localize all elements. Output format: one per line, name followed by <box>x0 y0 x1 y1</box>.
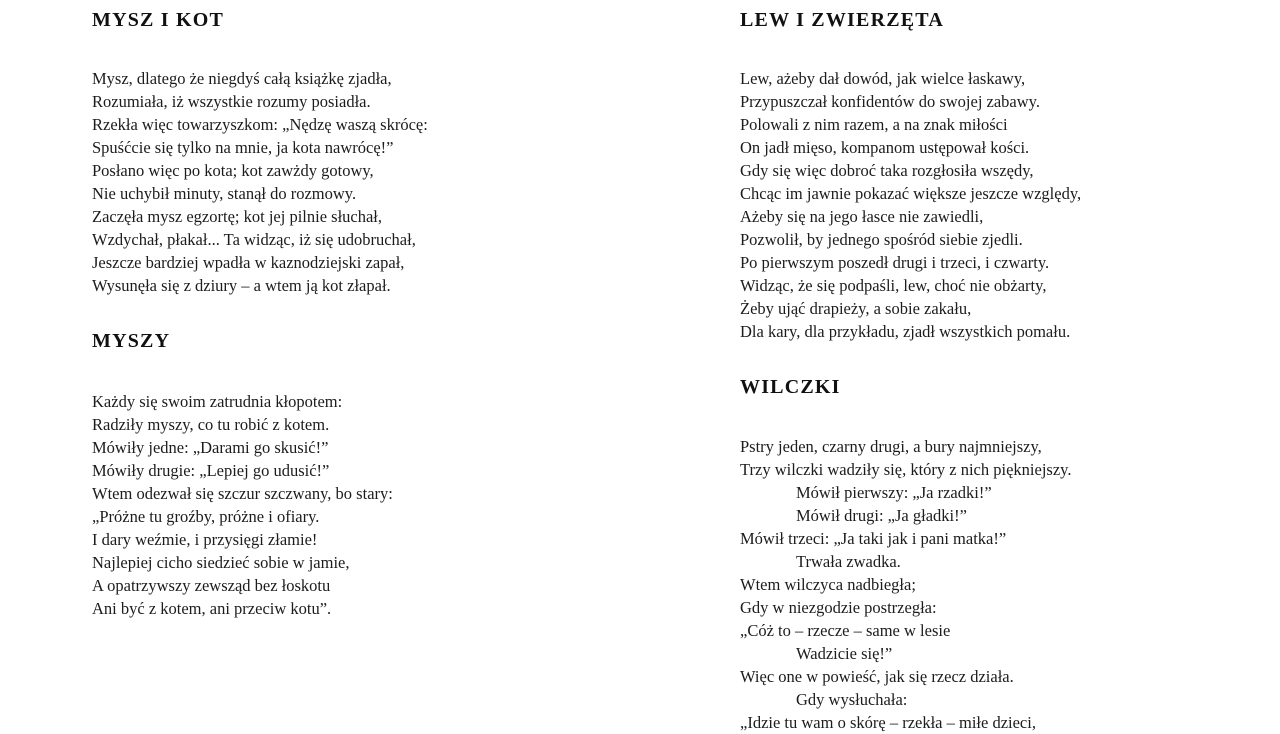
poem-line: Mówił drugi: „Ja gładki!” <box>796 506 967 525</box>
poem-line: Gdy wysłuchała: <box>796 690 908 709</box>
poem-line: Rzekła więc towarzyszkom: „Nędzę waszą skrócę: <box>92 115 428 134</box>
poem-mysz-i-kot <box>92 8 652 297</box>
poem-stanza <box>92 390 652 620</box>
poem-line: Każdy się swoim zatrudnia kłopotem: <box>92 392 343 411</box>
poem-line: Lew, ażeby dał dowód, jak wielce łaskawy, <box>740 69 1026 88</box>
poem-line: Gdy się więc dobroć taka rozgłosiła wszędy, <box>740 161 1034 180</box>
poem-line: On jadł mięso, kompanom ustępował kości. <box>740 138 1030 157</box>
poem-line: Wadzicie się!” <box>796 644 893 663</box>
poem-line: Rozumiała, iż wszystkie rozumy posiadła. <box>92 92 371 111</box>
poem-line: Mówiły drugie: „Lepiej go udusić!” <box>92 461 330 480</box>
poem-line: Chcąc im jawnie pokazać większe jeszcze względy, <box>740 184 1082 203</box>
poem-line: Spuśćcie się tylko na mnie, ja kota nawrócę!” <box>92 138 394 157</box>
poem-line: I dary weźmie, i przysięgi złamie! <box>92 530 318 549</box>
poem-line: „Cóż to – rzecze – same w lesie <box>740 621 951 640</box>
poem-line: Zaczęła mysz egzortę; kot jej pilnie słuchał, <box>92 207 383 226</box>
poem-line: Radziły myszy, co tu robić z kotem. <box>92 415 330 434</box>
poem-line: Mysz, dlatego że niegdyś całą książkę zjadła, <box>92 69 392 88</box>
poem-line: Ani być z kotem, ani przeciw kotu”. <box>92 599 332 618</box>
poem-line: Przypuszczał konfidentów do swojej zabawy. <box>740 92 1040 111</box>
poem-line: Jeszcze bardziej wpadła w kaznodziejski zapał, <box>92 253 405 272</box>
poem-title: LEW I ZWIERZĘTA <box>740 9 944 31</box>
poem-line: Żeby ująć drapieży, a sobie zakału, <box>740 299 972 318</box>
poem-line: Pstry jeden, czarny drugi, a bury najmniejszy, <box>740 437 1042 456</box>
poem-line: Najlepiej cicho siedzieć sobie w jamie, <box>92 553 350 572</box>
poem-line: Trwała zwadka. <box>796 552 901 571</box>
poem-line: „Idzie tu wam o skórę – rzekła – miłe dzieci, <box>740 713 1036 732</box>
poem-lew-i-zwierzeta <box>740 8 1260 343</box>
poem-line: Dla kary, dla przykładu, zjadł wszystkich pomału. <box>740 322 1071 341</box>
poem-line: Polowali z nim razem, a na znak miłości <box>740 115 1008 134</box>
poem-line: Wzdychał, płakał... Ta widząc, iż się udobruchał, <box>92 230 416 249</box>
poem-line: Wysunęła się z dziury – a wtem ją kot złapał. <box>92 276 391 295</box>
poem-line: Wtem odezwał się szczur szczwany, bo stary: <box>92 484 393 503</box>
poem-title: MYSZ I KOT <box>92 9 225 31</box>
poem-stanza <box>740 67 1260 343</box>
poem-line: Posłano więc po kota; kot zawżdy gotowy, <box>92 161 374 180</box>
poem-line: Widząc, że się podpaśli, lew, choć nie obżarty, <box>740 276 1047 295</box>
poem-title: MYSZY <box>92 330 171 352</box>
poem-stanza <box>740 435 1260 734</box>
poem-line: Mówił pierwszy: „Ja rzadki!” <box>796 483 992 502</box>
poem-line: Gdy w niezgodzie postrzegła: <box>740 598 937 617</box>
poem-line: Po pierwszym poszedł drugi i trzeci, i czwarty. <box>740 253 1050 272</box>
poem-line: „Próżne tu groźby, próżne i ofiary. <box>92 507 320 526</box>
poem-line: A opatrzywszy zewsząd bez łoskotu <box>92 576 331 595</box>
poem-line: Trzy wilczki wadziły się, który z nich piękniejszy. <box>740 460 1072 479</box>
poem-wilczki <box>740 375 1260 734</box>
poem-line: Ażeby się na jego łasce nie zawiedli, <box>740 207 984 226</box>
poem-title: WILCZKI <box>740 376 841 398</box>
poem-myszy <box>92 329 652 620</box>
poem-line: Nie uchybił minuty, stanął do rozmowy. <box>92 184 357 203</box>
poem-line: Wtem wilczyca nadbiegła; <box>740 575 916 594</box>
poem-stanza <box>92 67 652 297</box>
poem-line: Pozwolił, by jednego spośród siebie zjedli. <box>740 230 1023 249</box>
poem-line: Więc one w powieść, jak się rzecz działa. <box>740 667 1014 686</box>
poem-line: Mówiły jedne: „Darami go skusić!” <box>92 438 329 457</box>
poem-line: Mówił trzeci: „Ja taki jak i pani matka!” <box>740 529 1007 548</box>
